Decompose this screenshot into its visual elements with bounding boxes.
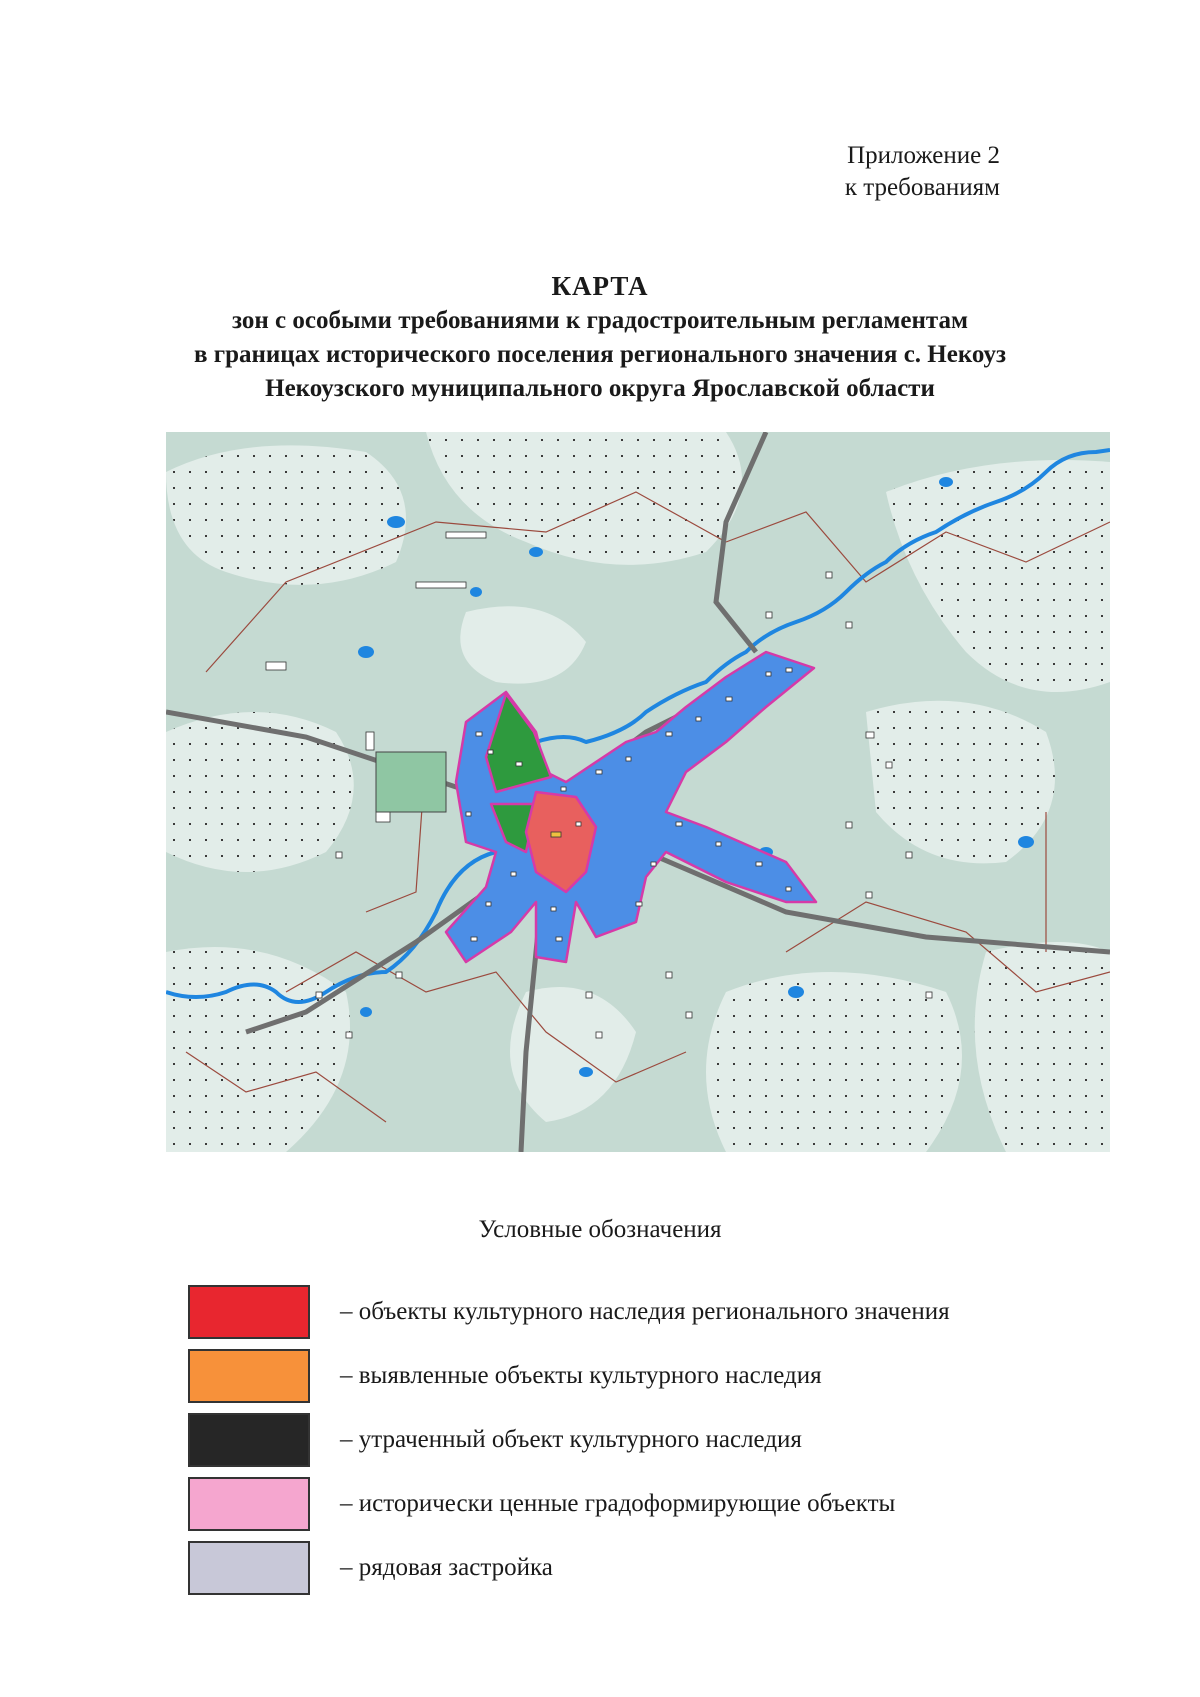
title-line-3: в границах исторического поселения регионального значения с. Некоуз	[193, 341, 1007, 368]
legend-swatch	[188, 1541, 310, 1595]
legend-item	[188, 1408, 950, 1472]
appendix-line-2: к требованиям	[844, 174, 1000, 201]
legend-swatch	[188, 1477, 310, 1531]
legend-label: – выявленные объекты культурного наследия	[340, 1362, 822, 1389]
legend-swatch	[188, 1413, 310, 1467]
legend	[188, 1280, 950, 1600]
legend-label: – объекты культурного наследия регионального значения	[340, 1298, 950, 1325]
legend-item	[188, 1280, 950, 1344]
legend-item	[188, 1344, 950, 1408]
legend-item	[188, 1472, 950, 1536]
cemetery-area	[376, 752, 446, 812]
legend-swatch	[188, 1349, 310, 1403]
document-title	[0, 268, 1200, 406]
title-line-2: зон с особыми требованиями к градостроительным регламентам	[232, 307, 968, 334]
settlement-map	[166, 432, 1110, 1152]
legend-label: – исторически ценные градоформирующие объекты	[340, 1490, 896, 1517]
title-main: КАРТА	[551, 271, 649, 301]
legend-swatch	[188, 1285, 310, 1339]
title-line-4: Некоузского муниципального округа Ярославской области	[265, 375, 935, 402]
appendix-line-1: Приложение 2	[847, 142, 1000, 169]
appendix-note	[845, 140, 1000, 204]
legend-title: Условные обозначения	[478, 1216, 722, 1243]
map-canvas	[166, 432, 1110, 1152]
legend-item	[188, 1536, 950, 1600]
legend-label: – рядовая застройка	[340, 1554, 553, 1581]
legend-label: – утраченный объект культурного наследия	[340, 1426, 802, 1453]
